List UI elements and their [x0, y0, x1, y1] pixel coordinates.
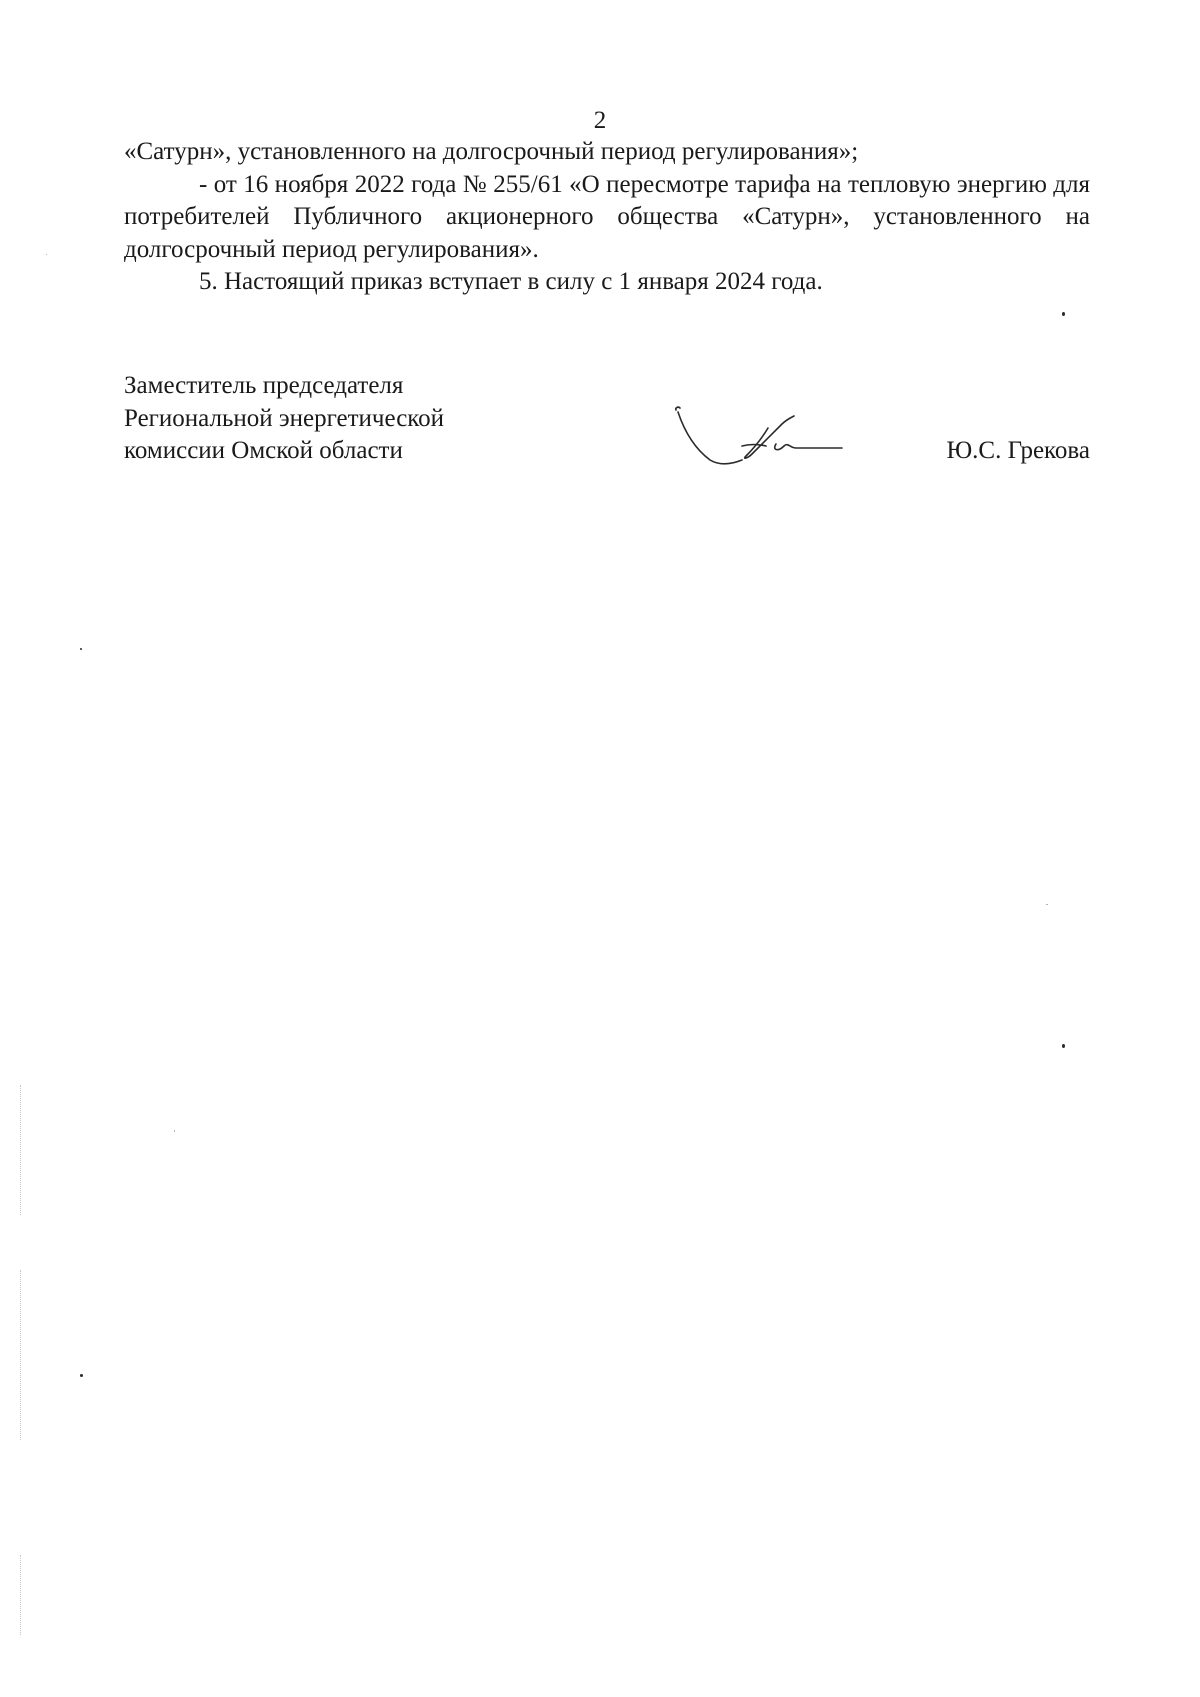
scan-edge-artifact: [20, 1555, 22, 1635]
document-body: [124, 136, 1090, 299]
scan-edge-artifact: [20, 1085, 22, 1215]
signature-block: [124, 370, 1090, 480]
signer-position-line-1: Заместитель председателя: [124, 372, 404, 399]
handwritten-signature: [672, 400, 862, 480]
paragraph-effective-date: 5. Настоящий приказ вступает в силу с 1 января 2024 года.: [199, 268, 823, 295]
signer-name: Ю.С. Грекова: [946, 437, 1090, 464]
signer-position-line-3: комиссии Омской области: [124, 437, 403, 464]
scan-speck: [1046, 904, 1048, 905]
paragraph-continuation: «Сатурн», установленного на долгосрочный период регулирования»;: [124, 138, 859, 165]
scan-speck: [46, 254, 47, 255]
scan-edge-artifact: [20, 1270, 22, 1440]
signer-position: [124, 370, 444, 468]
signer-position-line-2: Региональной энергетической: [124, 404, 445, 432]
scan-speck: [80, 648, 82, 650]
page-number: 2: [593, 107, 607, 134]
scan-speck: [1062, 1044, 1065, 1048]
scan-speck: [1062, 312, 1065, 316]
paragraph-order-reference: - от 16 ноября 2022 года № 255/61 «О пересмотре тарифа на тепловую энергию для потребителей Публичного акционерного общества «Сатурн», установленного на долгосрочный период регулирования».: [124, 170, 1090, 263]
scan-speck: [174, 1130, 175, 1132]
scan-speck: [80, 1374, 83, 1377]
